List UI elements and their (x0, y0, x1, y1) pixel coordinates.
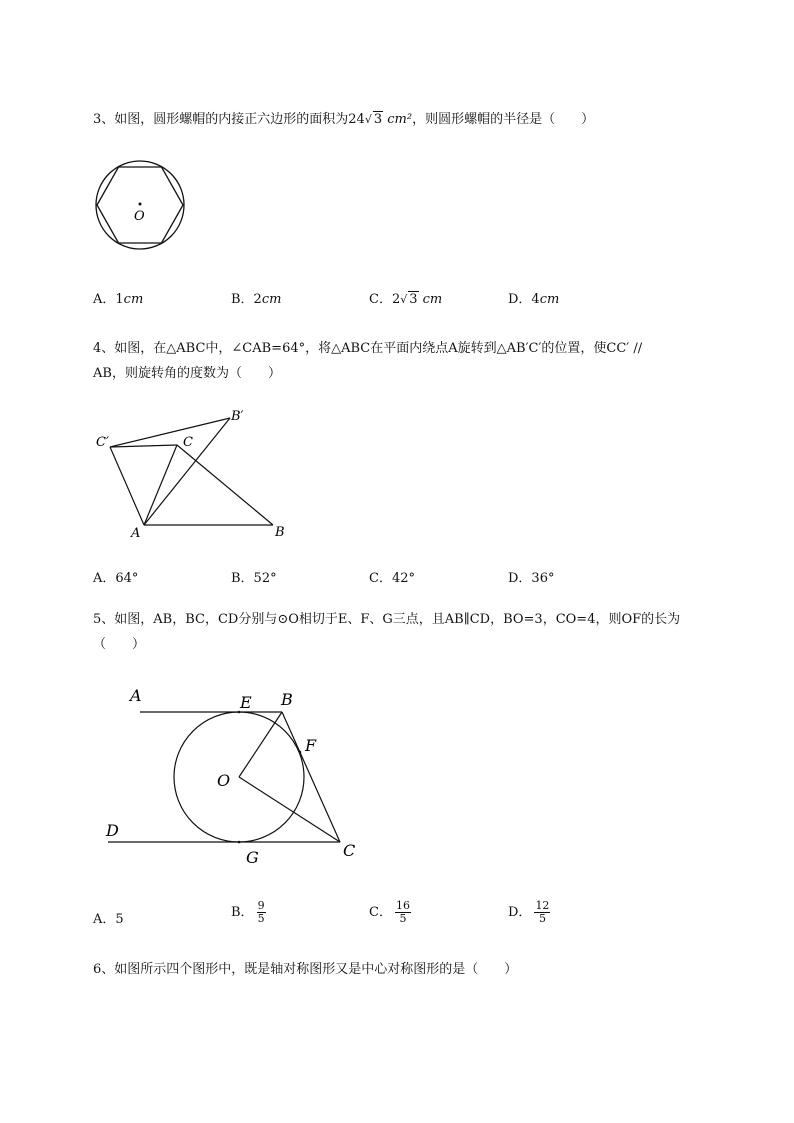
q5-option-c-den: 5 (399, 912, 407, 925)
q5-label-a: A (130, 686, 142, 705)
q4-stem-line1: 4、如图，在△ABC中，∠CAB=64°，将△ABC在平面内绕点A旋转到△AB′C′的位置，使CC′ // (93, 341, 643, 356)
q4-option-c[interactable]: C．42° (369, 571, 415, 586)
q4-option-d[interactable]: D．36° (508, 571, 555, 586)
q3-option-c-unit: cm (422, 292, 443, 307)
q3-option-c-text: C．2 (369, 292, 401, 307)
q4-label-a: A (131, 526, 141, 541)
q5-label-c: C (343, 841, 356, 860)
q5-option-b-fraction (257, 900, 266, 925)
q5-stem-line2: （ ） (93, 637, 146, 652)
q5-label-o: O (217, 771, 231, 790)
q5-option-c-fraction (395, 900, 411, 925)
q5-option-d-den: 5 (538, 912, 546, 925)
q3-option-d-text: D．4 (508, 292, 540, 307)
q4-label-b1: B′ (231, 409, 244, 424)
q5-option-a[interactable]: A．5 (93, 912, 124, 927)
q5-option-b[interactable] (231, 900, 266, 925)
q3-option-a-unit: cm (123, 292, 144, 307)
q3-option-b-unit: cm (261, 292, 282, 307)
q4-label-c: C (183, 435, 193, 450)
q5-option-b-num: 9 (257, 899, 265, 912)
q5-stem-line1: 5、如图，AB，BC，CD分别与⊙O相切于E、F、G三点，且AB∥CD，BO=3，CO=4，则OF的长为 (93, 612, 681, 627)
q5-option-d-num: 12 (535, 899, 550, 912)
q3-stem-unit: cm² (387, 112, 413, 127)
q4-label-b: B (275, 525, 285, 540)
q6-stem: 6、如图所示四个图形中，既是轴对称图形又是中心对称图形的是（ ） (93, 962, 518, 977)
q5-option-d-fraction (534, 900, 550, 925)
q4-stem-line2: AB，则旋转角的度数为（ ） (93, 366, 281, 381)
q3-label-o: O (134, 209, 145, 224)
q5-label-g: G (246, 848, 259, 867)
q5-option-c[interactable] (369, 900, 411, 925)
q5-segment-bc (282, 712, 340, 842)
q4-option-b[interactable]: B．52° (231, 571, 277, 586)
q5-option-d[interactable] (508, 900, 550, 925)
q5-point-g (238, 841, 241, 844)
q5-point-f (299, 751, 302, 754)
q5-option-b-prefix: B． (231, 905, 254, 920)
q4-label-c1: C′ (96, 435, 109, 450)
q4-option-a[interactable]: A．64° (93, 571, 139, 586)
q3-stem-text: 3、如图，圆形螺帽的内接正六边形的面积为24 (93, 112, 365, 127)
q5-option-d-prefix: D． (508, 905, 532, 920)
q3-stem-sqrt: 3 (373, 112, 383, 127)
q3-option-c[interactable]: C．2√ 3 cm (369, 292, 443, 307)
q3-stem: 3、如图，圆形螺帽的内接正六边形的面积为24√ 3 cm²，则圆形螺帽的半径是（ ） (93, 112, 595, 127)
q5-option-c-num: 16 (395, 899, 410, 912)
q5-option-b-den: 5 (257, 912, 265, 925)
q5-option-c-prefix: C． (369, 905, 392, 920)
q3-stem-tail: ，则圆形螺帽的半径是（ ） (412, 112, 595, 127)
q5-label-d: D (106, 821, 119, 840)
q3-option-b-text: B．2 (231, 292, 262, 307)
q3-option-c-sqrt: 3 (409, 292, 418, 307)
q3-option-a-text: A．1 (93, 292, 124, 307)
q5-label-e: E (240, 693, 252, 712)
q5-label-b: B (281, 690, 293, 709)
q5-label-f: F (305, 736, 317, 755)
q5-segment-ob (239, 712, 282, 777)
q3-option-d-unit: cm (539, 292, 560, 307)
